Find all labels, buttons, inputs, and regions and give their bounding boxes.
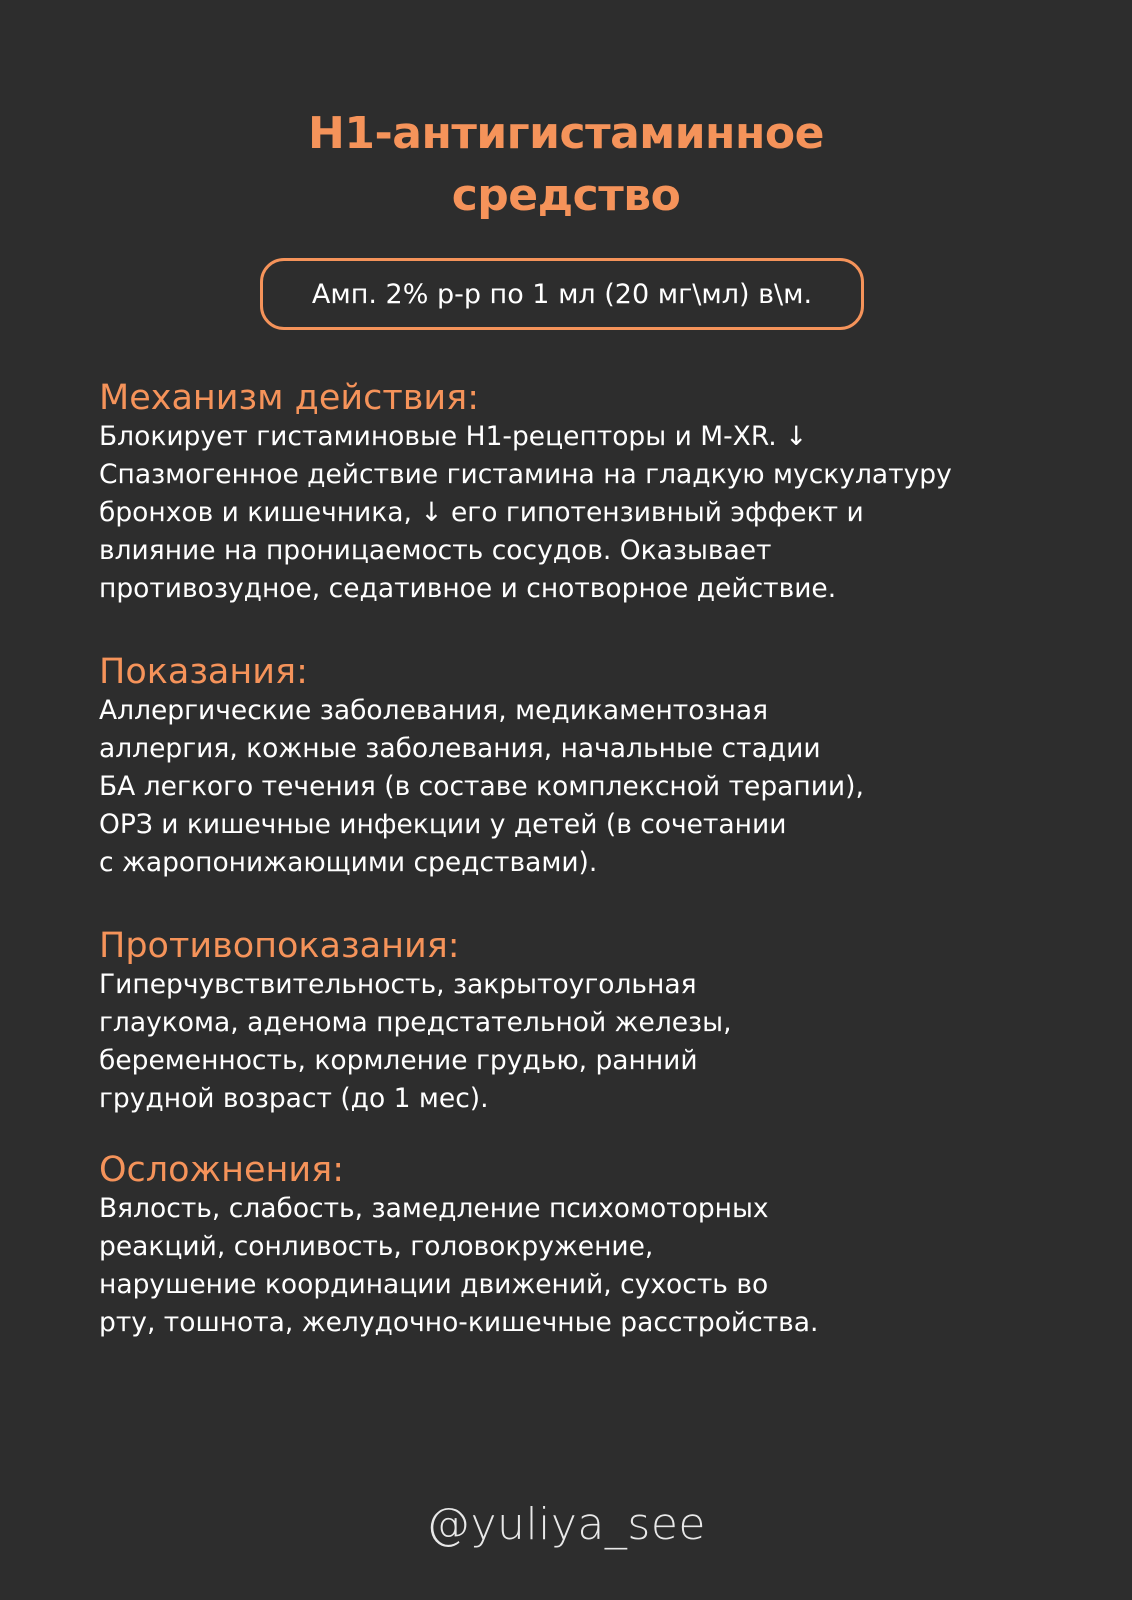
section-heading: Противопоказания: (99, 926, 460, 966)
body-line: Блокирует гистаминовые Н1-рецепторы и М-ХR. ↓ (99, 421, 808, 452)
body-line: глаукома, аденома предстательной железы, (99, 1007, 732, 1038)
section-body (99, 1190, 1059, 1342)
dose-box (260, 258, 864, 330)
author-handle: @yuliya_see (426, 1499, 706, 1550)
body-line: грудной возраст (до 1 мес). (99, 1083, 489, 1114)
body-line: противозудное, седативное и снотворное действие. (99, 573, 837, 604)
section-complications (99, 1150, 1059, 1342)
body-line: ОРЗ и кишечные инфекции у детей (в сочетании (99, 809, 787, 840)
title-line-2: средство (451, 170, 681, 221)
body-line: Аллергические заболевания, медикаментозная (99, 695, 769, 726)
body-line: влияние на проницаемость сосудов. Оказывает (99, 535, 772, 566)
body-line: рту, тошнота, желудочно-кишечные расстройства. (99, 1307, 819, 1338)
body-line: Спазмогенное действие гистамина на гладкую мускулатуру (99, 459, 952, 490)
body-line: реакций, сонливость, головокружение, (99, 1231, 654, 1262)
body-line: аллергия, кожные заболевания, начальные стадии (99, 733, 821, 764)
section-heading: Механизм действия: (99, 378, 479, 418)
body-line: бронхов и кишечника, ↓ его гипотензивный эффект и (99, 497, 864, 528)
section-contraindications (99, 926, 1059, 1118)
body-line: БА легкого течения (в составе комплексной терапии), (99, 771, 864, 802)
page-title (0, 103, 1132, 227)
body-line: с жаропонижающими средствами). (99, 847, 598, 878)
body-line: беременность, кормление грудью, ранний (99, 1045, 698, 1076)
section-body (99, 692, 1059, 882)
body-line: Вялость, слабость, замедление психомоторных (99, 1193, 769, 1224)
body-line: нарушение координации движений, сухость во (99, 1269, 769, 1300)
section-heading: Показания: (99, 652, 308, 692)
section-mechanism (99, 378, 1059, 608)
section-body (99, 418, 1059, 608)
section-heading: Осложнения: (99, 1150, 344, 1190)
section-body (99, 966, 1059, 1118)
title-line-1: Н1-антигистаминное (308, 108, 824, 159)
body-line: Гиперчувствительность, закрытоугольная (99, 969, 697, 1000)
dose-text: Амп. 2% р-р по 1 мл (20 мг\мл) в\м. (311, 278, 813, 310)
section-indications (99, 652, 1059, 882)
